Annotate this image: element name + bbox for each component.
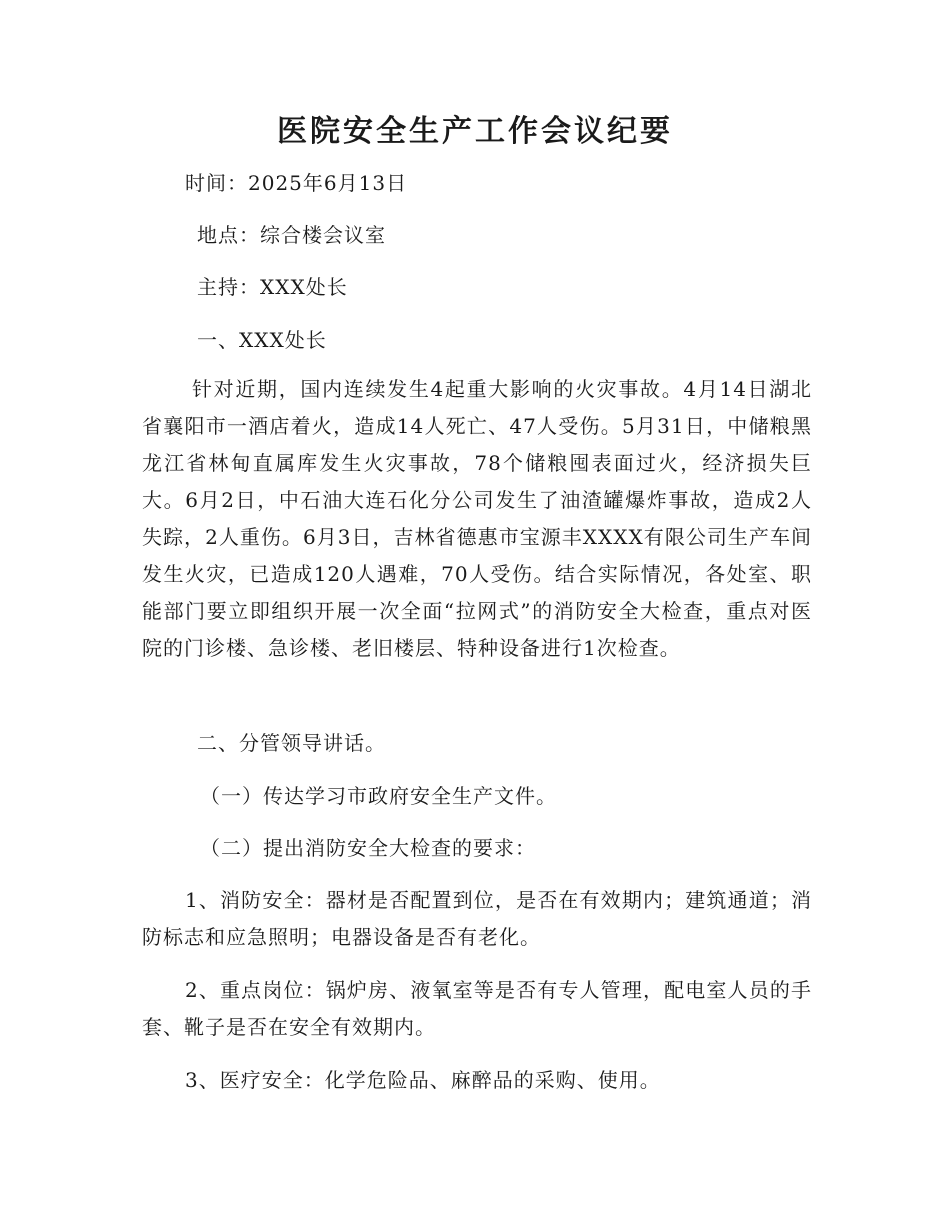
section-1-heading: 一、XXX处长	[197, 328, 327, 352]
subsection-1: （一）传达学习市政府安全生产文件。	[200, 784, 557, 808]
meeting-host: 主持：XXX处长	[197, 275, 348, 299]
section-1-body: 针对近期，国内连续发生4起重大影响的火灾事故。4月14日湖北省襄阳市一酒店着火，造成14人死亡、47人受伤。5月31日，中储粮黑龙江省林甸直属库发生火灾事故，78个储粮囤表面过火，经济损失巨大。6月2日，中石油大连石化分公司发生了油渣罐爆炸事故，造成2人失踪，2人重伤。6月3日，吉林省德惠市宝源丰XXXX有限公司生产车间发生火灾，已造成120人遇难，70人受伤。结合实际情况，各处室、职能部门要立即组织开展一次全面“拉网式”的消防安全大检查，重点对医院的门诊楼、急诊楼、老旧楼层、特种设备进行1次检查。	[142, 377, 812, 660]
requirement-item-2: 2、重点岗位：锅炉房、液氧室等是否有专人管理，配电室人员的手套、靴子是否在安全有效期内。	[142, 978, 812, 1039]
document-title: 医院安全生产工作会议纪要	[277, 114, 673, 149]
requirement-item-3: 3、医疗安全：化学危险品、麻醉品的采购、使用。	[185, 1068, 661, 1092]
subsection-2: （二）提出消防安全大检查的要求：	[200, 836, 536, 860]
meeting-time: 时间：2025年6月13日	[185, 171, 408, 195]
requirement-item-1: 1、消防安全：器材是否配置到位，是否在有效期内；建筑通道；消防标志和应急照明；电器设备是否有老化。	[142, 888, 812, 949]
section-2-heading: 二、分管领导讲话。	[197, 731, 386, 755]
meeting-location: 地点：综合楼会议室	[197, 223, 386, 247]
